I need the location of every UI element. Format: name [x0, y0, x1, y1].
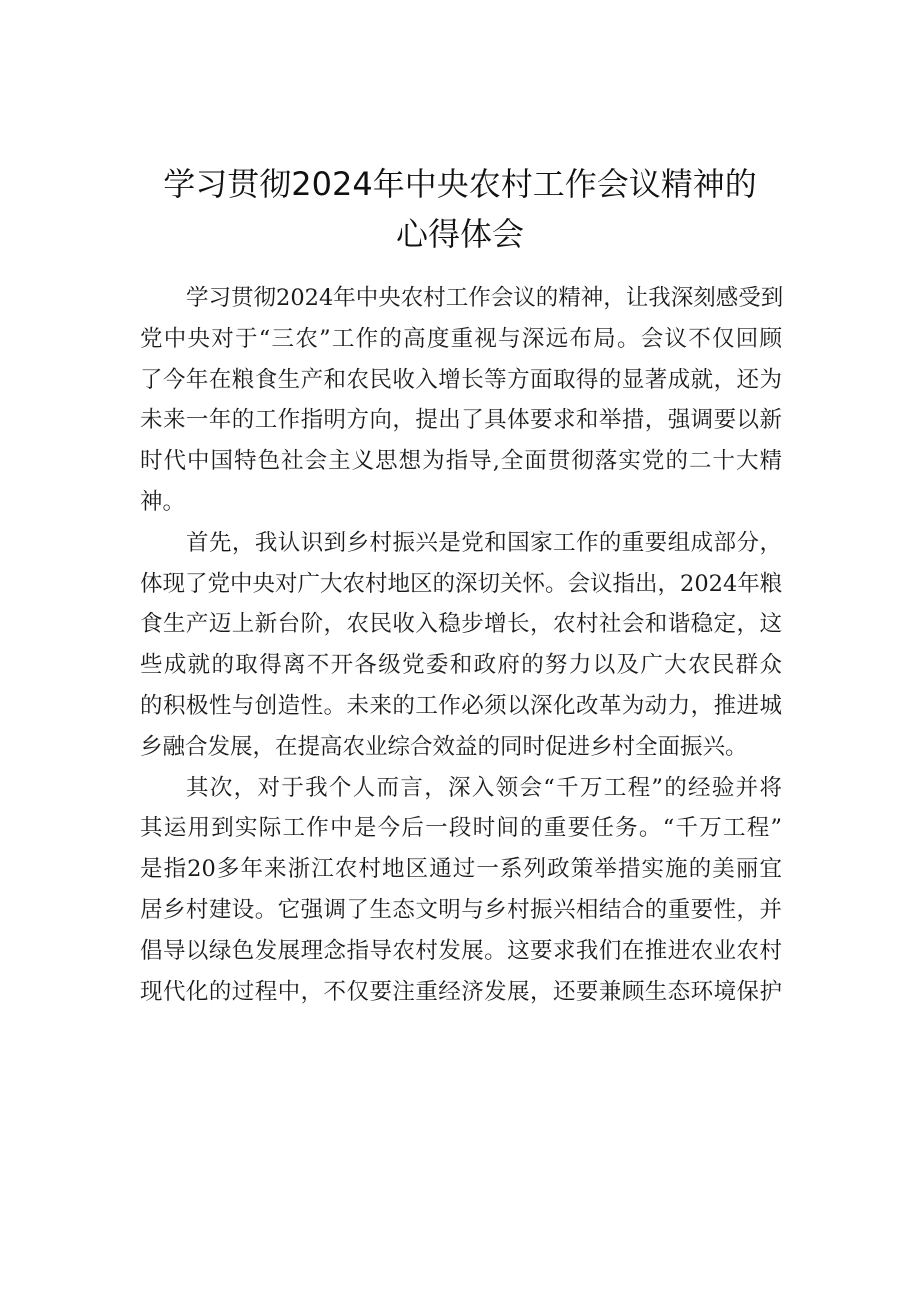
text-line: 首先，我认识到乡村振兴是党和国家工作的重要组成部分， [186, 529, 782, 556]
document-body [140, 278, 782, 1012]
document-title [140, 159, 780, 259]
text-line: 乡融合发展，在提高农业综合效益的同时促进乡村全面振兴。 [140, 733, 748, 760]
text-line: 体现了党中央对广大农村地区的深切关怀。会议指出，2024年粮 [140, 570, 783, 597]
text-line: 的积极性与创造性。未来的工作必须以深化改革为动力，推进城 [140, 692, 782, 719]
text-line: 是指20多年来浙江农村地区通过一系列政策举措实施的美丽宜 [140, 856, 782, 883]
text-line: 些成就的取得离不开各级党委和政府的努力以及广大农民群众 [140, 652, 782, 679]
text-line: 时代中国特色社会主义思想为指导,全面贯彻落实党的二十大精 [140, 448, 782, 475]
text-line: 居乡村建设。它强调了生态文明与乡村振兴相结合的重要性，并 [140, 896, 782, 923]
text-line: 神。 [140, 488, 186, 515]
text-line: 未来一年的工作指明方向，提出了具体要求和举措，强调要以新 [140, 407, 782, 434]
text-line: 现代化的过程中，不仅要注重经济发展，还要兼顾生态环境保护 [140, 978, 782, 1005]
paragraph-3 [140, 768, 782, 1013]
title-line: 心得体会 [395, 215, 524, 254]
text-line: 其运用到实际工作中是今后一段时间的重要任务。“千万工程” [140, 815, 782, 842]
title-line: 学习贯彻2024年中央农村工作会议精神的 [163, 165, 757, 204]
text-line: 倡导以绿色发展理念指导农村发展。这要求我们在推进农业农村 [140, 937, 782, 964]
paragraph-1 [140, 278, 782, 523]
text-line: 学习贯彻2024年中央农村工作会议的精神，让我深刻感受到 [186, 285, 784, 311]
text-line: 食生产迈上新台阶，农民收入稳步增长，农村社会和谐稳定，这 [140, 611, 782, 638]
paragraph-2 [140, 523, 782, 768]
text-line: 其次，对于我个人而言，深入领会“千万工程”的经验并将 [186, 774, 782, 801]
text-line: 了今年在粮食生产和农民收入增长等方面取得的显著成就，还为 [140, 366, 782, 393]
text-line: 党中央对于“三农”工作的高度重视与深远布局。会议不仅回顾 [140, 325, 782, 352]
